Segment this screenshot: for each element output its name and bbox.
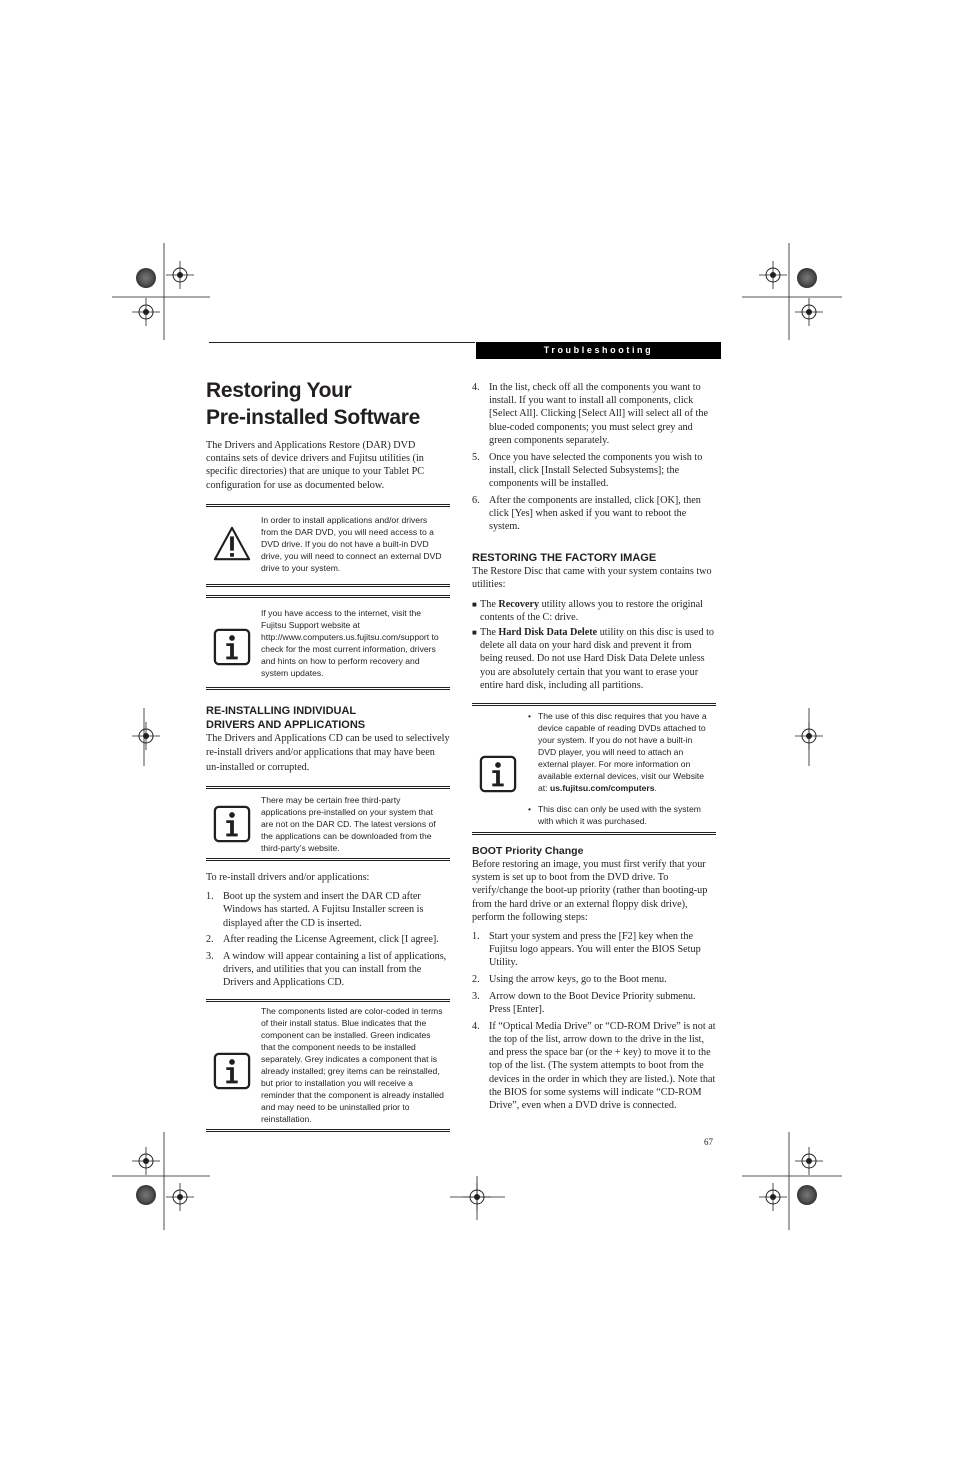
info-icon [213, 628, 251, 666]
info-note-3-text: The components listed are color-coded in terms of their install status. Blue indicates that the component can be installed. Green indicates that the component needs to be installed separately. Grey indicates a component that is already installed; grey items can be reinstalled, but prior to installation you will receive a reminder that the component is already installed and may need to be uninstalled prior to reinstallation. [261, 1005, 444, 1124]
website-link[interactable]: us.fujitsu.com/computers [549, 783, 655, 794]
info-note-1-text: If you have access to the internet, visit the Fujitsu Support website at http://www.computers.us.fujitsu.com/support to check for the most current information, drivers and hints on how to perform recovery and system updates. [261, 607, 439, 678]
step-number: 3. [206, 951, 214, 963]
reinstall-heading-line-2: DRIVERS AND APPLICATIONS [206, 718, 366, 731]
factory-image-heading: RESTORING THE FACTORY IMAGE [472, 552, 657, 565]
boot-priority-heading: BOOT Priority Change [472, 845, 584, 858]
left-column [206, 377, 450, 1132]
step-text: After reading the License Agreement, click [I agree]. [223, 934, 439, 946]
list-item [206, 950, 450, 990]
step-number: 6. [472, 494, 480, 506]
reinstall-steps-list [206, 890, 450, 989]
step-text: Using the arrow keys, go to the Boot menu. [489, 974, 667, 986]
step-number: 4. [472, 382, 480, 393]
page-title [206, 377, 450, 431]
title-line-2: Pre-installed Software [206, 406, 420, 429]
step-text: Start your system and press the [F2] key when the Fujitsu logo appears. You will enter the BIOS Setup Utility. [489, 931, 701, 969]
list-item [472, 973, 716, 986]
list-item [472, 598, 716, 624]
step-text: Arrow down to the Boot Device Priority submenu. Press [Enter]. [489, 990, 696, 1016]
step-number: 2. [206, 934, 214, 946]
bullet-lead: The [480, 627, 499, 639]
install-steps-list [472, 381, 716, 533]
info-note-2 [206, 786, 450, 861]
reinstall-paragraph: The Drivers and Applications CD can be used to selectively re-install drivers and/or applications that may have been un-installed or corrupted. [206, 732, 450, 773]
step-number: 4. [472, 1020, 480, 1032]
warning-icon [213, 525, 251, 563]
list-item: • The use of this disc requires that you have a device capable of reading DVDs attached to your system. If you do not have a built-in DVD player, you will need to attach an external player. For more information on available external devices, visit our Website at: us.fujitsu.com/computers. [528, 711, 707, 794]
bullet-lead: The [480, 598, 499, 610]
caution-note-text: In order to install applications and/or drivers from the DAR DVD, you will need access to a DVD drive. If you do not have a built-in DVD drive, you will need to connect an external DVD drive to your system. [261, 514, 442, 573]
bullet-icon: • [528, 711, 532, 722]
intro-paragraph: The Drivers and Applications Restore (DAR) DVD contains sets of device drivers and Fujitsu utilities (in specific directories) that are unique to your Tablet PC configuration for use as documented below. [206, 440, 425, 491]
bullet-rest: utility on this disc is used to delete all data on your hard disk and prevent it from being reused. Do not use Hard Disk Data Delete unless you are absolutely certain that you want to erase your entire hard disk, including all partitions. [480, 627, 715, 691]
list-item [472, 990, 716, 1016]
note-bullet-text: The use of this disc requires that you have a device capable of reading DVDs attached to your system. If you do not have a built-in DVD player, you will need to attach an external player. For more information on available external devices, visit our Website at: [538, 711, 707, 794]
list-item [472, 1020, 716, 1112]
step-text: In the list, check off all the components you want to install. If you want to install all components, click [Select All]. Clicking [Select All] will select all of the blue-coded components; you must select grey and green components separately. [489, 382, 708, 446]
list-item [528, 803, 710, 827]
caution-note [206, 504, 450, 587]
info-icon [213, 1052, 251, 1090]
bullet-rest: utility allows you to restore the original contents of the C: drive. [480, 598, 703, 623]
bullet-icon: ■ [472, 628, 477, 638]
page-number: 67 [704, 1137, 713, 1147]
section-tab: Troubleshooting [476, 342, 721, 359]
factory-intro-text: The Restore Disc that came with your system contains two utilities: [472, 566, 712, 591]
list-item [206, 933, 450, 946]
step-number: 5. [472, 451, 480, 463]
step-number: 1. [206, 891, 214, 903]
list-item [472, 451, 716, 491]
info-note-3 [206, 999, 450, 1132]
title-line-1: Restoring Your [206, 379, 352, 402]
info-note-1 [206, 595, 450, 690]
list-item [472, 626, 716, 692]
step-text: After the components are installed, click [OK], then click [Yes] when asked if you want to reboot the system. [489, 494, 701, 533]
boot-steps-list [472, 930, 716, 1112]
boot-intro-text: Before restoring an image, you must first verify that your system is set up to boot from the DVD drive. To verify/change the boot-up priority (rather than booting-up from the hard drive or an external floppy disk drive), perform the following steps: [472, 859, 708, 923]
step-number: 2. [472, 974, 480, 986]
step-text: A window will appear containing a list of applications, drivers, and utilities that you can install from the Drivers and Applications CD. [223, 951, 447, 989]
info-icon [479, 755, 517, 793]
step-text: Boot up the system and insert the DAR CD after Windows has started. A Fujitsu Installer screen is displayed after the CD is inserted. [223, 891, 424, 929]
header-rule [209, 342, 475, 343]
to-reinstall-text: To re-install drivers and/or applications: [206, 872, 370, 884]
step-number: 1. [472, 931, 480, 943]
bullet-icon: • [528, 804, 532, 815]
reinstall-heading-line-1: RE-INSTALLING INDIVIDUAL [206, 704, 357, 717]
right-column [472, 381, 716, 1116]
bullet-bold: Hard Disk Data Delete [498, 627, 598, 639]
utilities-list [472, 598, 716, 692]
note-bullet-text: This disc can only be used with the system with which it was purchased. [538, 804, 701, 827]
step-text: If “Optical Media Drive” or “CD-ROM Drive” is not at the top of the list, arrow down to the drive in the list, and press the space bar (or the + key) to move it to the top of the list. (The system attempts to boot from the devices in the order in which they are listed.). Note that the BIOS for some systems will indicate “CD-ROM Drive”, even when a DVD drive is connected. [489, 1020, 716, 1112]
list-item [472, 381, 716, 447]
list-item [472, 494, 716, 534]
info-note-4 [472, 703, 716, 835]
info-note-2-text: There may be certain free third-party applications pre-installed on your system that are not on the DAR CD. The latest versions of the applications can be downloaded from the third-party’s website. [261, 795, 436, 854]
list-item [472, 930, 716, 970]
step-number: 3. [472, 990, 480, 1002]
reinstall-heading [206, 704, 450, 732]
list-item [206, 890, 450, 930]
bullet-icon: ■ [472, 599, 477, 609]
note-bullet-list [528, 710, 710, 827]
step-text: Once you have selected the components you wish to install, click [Install Selected Subsystems]; the components will be installed. [489, 451, 703, 489]
bullet-bold: Recovery [498, 598, 540, 610]
info-icon [213, 805, 251, 843]
